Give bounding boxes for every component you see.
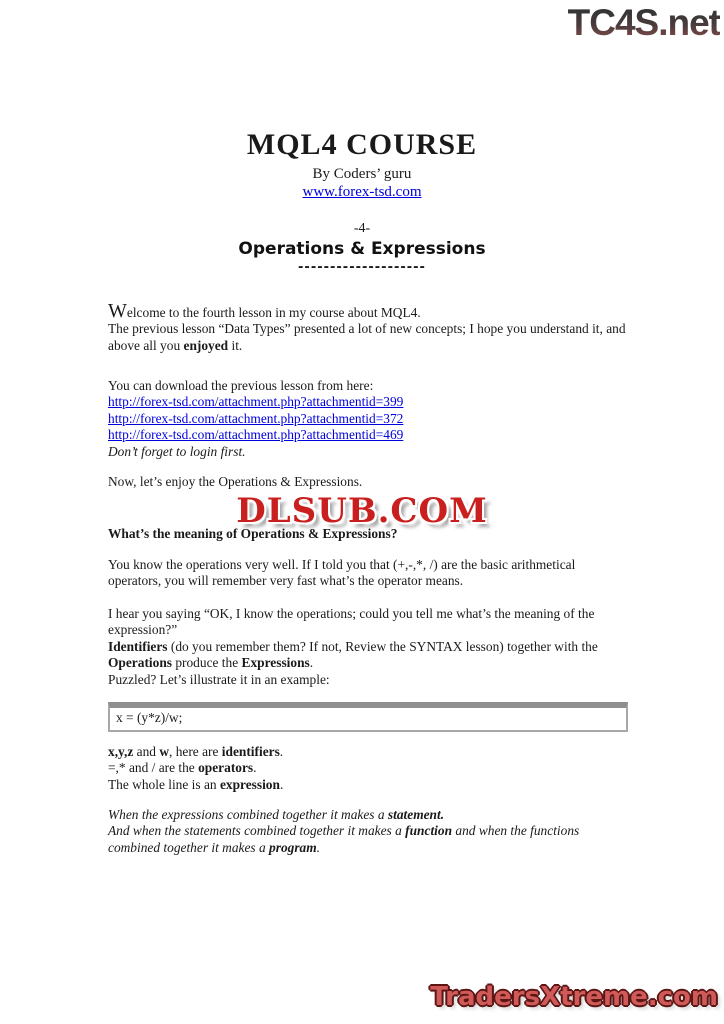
meaning-heading: What’s the meaning of Operations & Expressions? [108, 526, 398, 541]
puzzled-line: Puzzled? Let’s illustrate it in an example: [108, 671, 330, 687]
intro-paragraph [108, 300, 626, 354]
now-line: Now, let’s enjoy the Operations & Expressions. [108, 474, 363, 489]
hear-mid1: (do you remember them? If not, Review the SYNTAX lesson) together with the [167, 638, 598, 654]
identifiers-word-bold: identifiers [221, 744, 280, 759]
identifiers-bold: Identifiers [108, 638, 168, 654]
operations-bold: Operations [108, 655, 172, 671]
hear-paragraph [108, 606, 626, 688]
period-1: . [279, 744, 284, 759]
intro-line2-post: it. [228, 337, 243, 353]
hear-period: . [309, 655, 314, 671]
tc4s-logo: TC4S.net [567, 2, 720, 43]
login-note: Don’t forget to login first. [108, 443, 246, 459]
intro-enjoyed: enjoyed [183, 337, 229, 353]
tradersxtreme-logo: TradersXtreme.com [430, 982, 718, 1012]
attachment-link-372[interactable]: http://forex-tsd.com/attachment.php?attachmentid=372 [108, 410, 404, 426]
closing-paragraph [108, 807, 626, 856]
intro-line1: elcome to the fourth lesson in my course about MQL4. [126, 305, 421, 320]
ops-pre: =,* and / are the [108, 760, 199, 776]
byline: By Coders’ guru [312, 166, 412, 182]
program-bold: program [269, 839, 317, 855]
know-paragraph: You know the operations very well. If I told you that (+,-,*, /) are the basic arithmetical operators, you will remember very fast what’s the operator means. [108, 557, 576, 589]
lesson-title: Operations & Expressions [238, 239, 486, 259]
forex-tsd-link[interactable]: www.forex-tsd.com [302, 184, 422, 200]
intro-line2-pre: The previous lesson “Data Types” presented a lot of new concepts; I hope you understand it, and above all you [108, 321, 626, 353]
page-title: MQL4 COURSE [246, 128, 478, 161]
download-paragraph [108, 378, 626, 460]
code-text: x = (y*z)/w; [116, 710, 183, 725]
operators-bold: operators [198, 760, 254, 776]
attachment-link-399[interactable]: http://forex-tsd.com/attachment.php?attachmentid=399 [108, 394, 404, 410]
identifiers-paragraph [108, 744, 626, 793]
closing-period: . [316, 839, 321, 855]
download-intro: You can download the previous lesson from here: [108, 378, 374, 393]
divider-dashes: -------------------- [298, 260, 426, 275]
function-bold: function [405, 823, 453, 839]
period-3: . [279, 776, 284, 792]
here-are: , here are [169, 744, 222, 759]
dropcap-w: W [108, 300, 127, 322]
statement-bold: statement. [387, 807, 445, 822]
hear-mid2: produce the [171, 655, 242, 671]
expression-bold: expression [219, 776, 280, 792]
closing-i3: and when the functions combined together it makes a [108, 823, 580, 855]
header-site-link-row [0, 184, 724, 201]
code-example-box [108, 702, 628, 732]
closing-i1: When the expressions combined together it makes a [108, 807, 388, 822]
lesson-number: -4- [353, 221, 371, 236]
xyz-bold: x,y,z [108, 744, 134, 759]
w-bold: w [159, 744, 169, 759]
attachment-link-469[interactable]: http://forex-tsd.com/attachment.php?attachmentid=469 [108, 427, 404, 443]
hear-question: I hear you saying “OK, I know the operations; could you tell me what’s the meaning of the expression?” [108, 606, 595, 638]
dlsub-watermark: DLSUB.COM [236, 491, 488, 531]
expressions-bold: Expressions [241, 655, 310, 671]
line-pre: The whole line is an [108, 776, 220, 792]
and-text: and [133, 744, 160, 759]
period-2: . [253, 760, 257, 776]
closing-i2: And when the statements combined together it makes a [108, 823, 406, 839]
